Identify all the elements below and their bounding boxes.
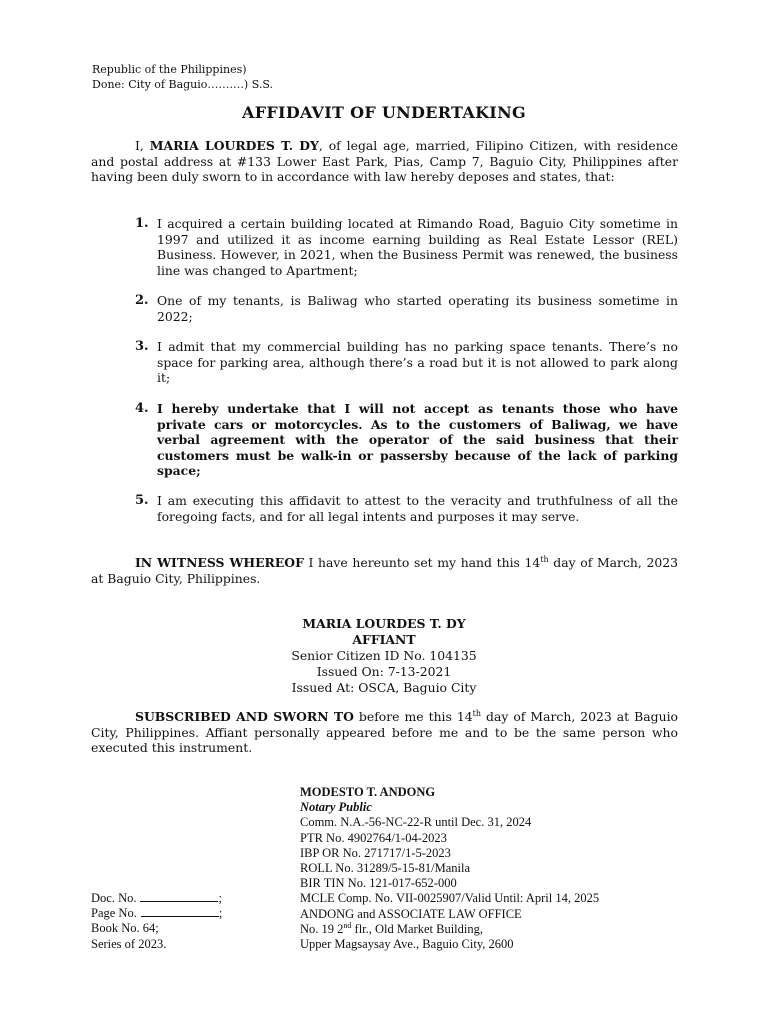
address-post: flr., Old Market Building, [351,921,483,936]
header-line-republic: Republic of the Philippines) [92,63,247,76]
item-number: 4. [135,401,149,416]
series-year: Series of 2023. [91,936,167,951]
list-item-3 [135,339,678,386]
jurat-text-1: before me this 14 [353,709,473,724]
jurat-text-2: day of March, 2023 at Baguio City, Philippines. Affiant personally appeared before me and to be the same person who executed this instrument. [91,709,678,755]
document-header [92,62,273,92]
jurat-paragraph [91,709,678,756]
jurat-day-suffix: th [472,708,482,718]
item-text: I hereby undertake that I will not accept as tenants those who have private cars or motorcycles. As to the customers of Baliwag, we have verbal agreement with the operator of the said business that their customers must be walk-in or passersby because of the lack of parking space; [157,401,678,478]
item-text: One of my tenants, is Baliwag who started operating its business sometime in 2022; [157,293,678,324]
jurat-heading: SUBSCRIBED AND SWORN TO [135,709,354,724]
item-number: 2. [135,293,149,308]
notary-law-office: ANDONG and ASSOCIATE LAW OFFICE [300,906,522,921]
witness-text-1: I have hereunto set my hand this 14 [303,555,541,570]
book-no: Book No. 64; [91,921,159,936]
intro-paragraph [91,138,678,185]
witness-paragraph [91,555,678,586]
document-title: AFFIDAVIT OF UNDERTAKING [242,103,526,122]
list-item-1 [135,216,678,278]
notary-ptr: PTR No. 4902764/1-04-2023 [300,830,447,845]
list-item-2 [135,293,678,324]
affiant-issued-at: Issued At: OSCA, Baguio City [291,680,477,695]
notary-address-1 [300,922,599,937]
item-text: I admit that my commercial building has no parking space tenants. There’s no space for parking area, although there’s a road but it is not allowed to park along it; [157,339,678,385]
witness-day-suffix: th [540,554,549,564]
notary-ibp: IBP OR No. 271717/1-5-2023 [300,845,451,860]
witness-heading: IN WITNESS WHEREOF [135,555,304,570]
page-no-blank [141,906,219,917]
intro-prefix: I, [135,138,150,153]
notary-title: Notary Public [300,800,372,815]
notary-commission: Comm. N.A.-56-NC-22-R until Dec. 31, 2024 [300,815,532,830]
list-item-4 [135,401,678,479]
notary-tin: BIR TIN No. 121-017-652-000 [300,876,457,891]
intro-text: , of legal age, married, Filipino Citizen, with residence and postal address at #133 Lower East Park, Pias, Camp 7, Baguio City, Philippines after having been duly sworn to in accordance with law hereby deposes and states, that: [91,138,678,184]
affiant-id: Senior Citizen ID No. 104135 [291,648,477,663]
notary-name: MODESTO T. ANDONG [300,785,436,799]
affiant-name: MARIA LOURDES T. DY [302,616,466,631]
item-text: I acquired a certain building located at Rimando Road, Baguio City sometime in 1997 and utilized it as income earning building as Real Estate Lessor (REL) Business. However, in 2021, when the Business Permit was renewed, the business line was changed to Apartment; [157,216,678,278]
item-text: I am executing this affidavit to attest to the veracity and truthfulness of all the foregoing facts, and for all legal intents and purposes it may serve. [157,493,678,524]
doc-no-row: Doc. No. ; [91,891,222,905]
notary-address-2: Upper Magsaysay Ave., Baguio City, 2600 [300,937,514,952]
address-floor-suffix: nd [343,920,352,930]
address-pre: No. 19 2 [300,921,344,936]
list-item-5 [135,493,678,524]
item-number: 1. [135,216,149,231]
affiant-role: AFFIANT [352,632,416,647]
affiant-signature-block [0,616,768,696]
notary-mcle: MCLE Comp. No. VII-0025907/Valid Until: April 14, 2025 [300,891,600,906]
affiant-issued-on: Issued On: 7-13-2021 [316,664,452,679]
page-no-label: Page No. [91,906,137,921]
doc-no-blank [140,891,218,902]
header-line-city: Done: City of Baguio……….) S.S. [92,78,273,91]
item-number: 3. [135,339,149,354]
notarial-register-info [91,891,222,952]
doc-no-label: Doc. No. [91,891,137,905]
notary-roll: ROLL No. 31289/5-15-81/Manila [300,861,471,876]
page-no-row: Page No. ; [91,906,223,921]
witness-text-2: day of March, 2023 at Baguio City, Philippines. [91,555,678,586]
affiant-name-inline: MARIA LOURDES T. DY [149,138,319,153]
item-number: 5. [135,493,149,508]
notary-block [300,785,599,952]
